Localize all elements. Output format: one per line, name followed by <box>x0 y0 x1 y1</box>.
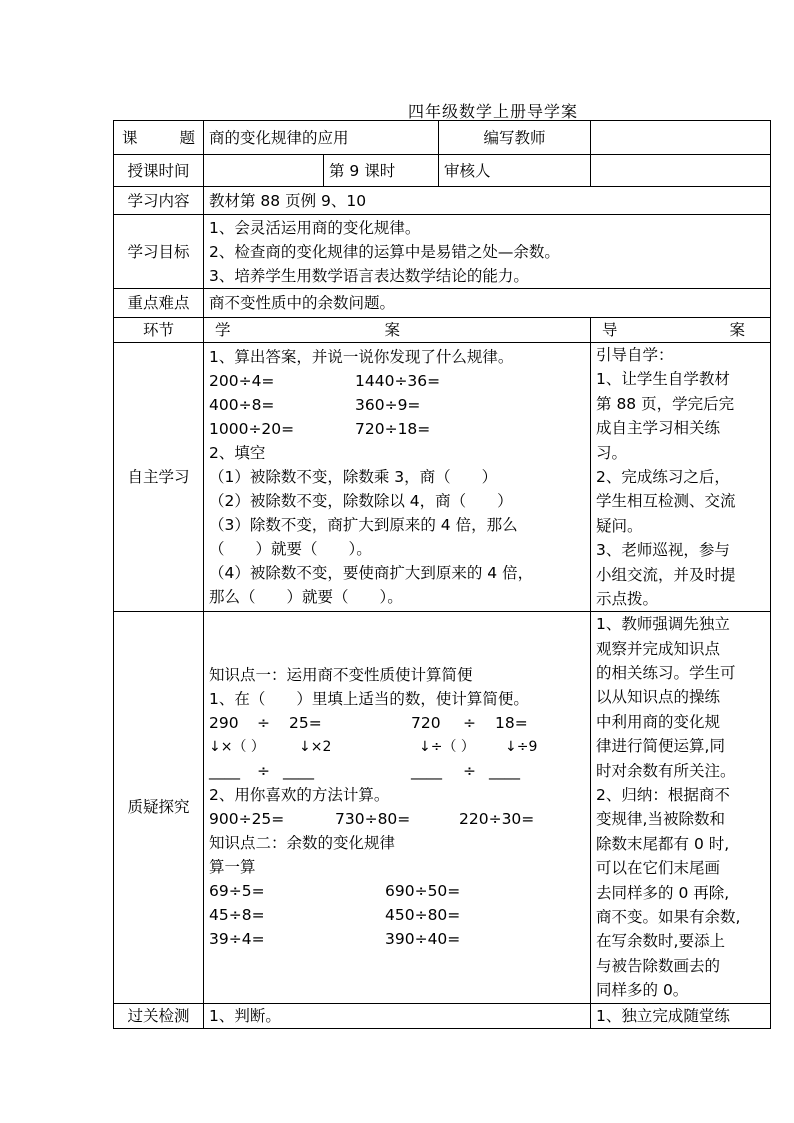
content-label: 学习内容 <box>114 187 204 215</box>
guide-line: 示点拨。 <box>596 589 659 608</box>
knowledge-point-1: 知识点一：运用商不变性质使计算简便 <box>209 666 473 685</box>
q2-item: （1）被除数不变，除数乘 3，商（ ） <box>209 468 498 487</box>
key-label: 重点难点 <box>114 289 204 318</box>
calc-expr: 69÷5= <box>209 882 265 901</box>
q1-title: 1、算出答案，并说一说你发现了什么规律。 <box>209 348 514 367</box>
guide-line: 成自主学习相关练 <box>596 419 721 438</box>
guide-line: 3、老师巡视，参与 <box>596 541 730 560</box>
guide-line: 变规律,当被除数和 <box>596 810 725 829</box>
goal-line: 3、培养学生用数学语言表达数学结论的能力。 <box>209 266 529 285</box>
guide-line: 与被告除数画去的 <box>596 956 721 975</box>
div-sign: ÷ <box>257 762 270 781</box>
check-label: 过关检测 <box>114 1003 204 1028</box>
calc-expr: 45÷8= <box>209 906 265 925</box>
goal-line: 2、检查商的变化规律的运算中是易错之处—余数。 <box>209 242 560 261</box>
guide-line: 1、让学生自学教材 <box>596 370 730 389</box>
inquiry-label: 质疑探究 <box>114 612 204 1003</box>
period: 第 9 课时 <box>324 155 439 187</box>
calc-expr: 390÷40= <box>385 930 461 949</box>
simplify-blank-row <box>209 759 585 783</box>
divisor: 25= <box>289 714 322 733</box>
key-value: 商不变性质中的余数问题。 <box>204 289 771 318</box>
answer-blank: ____ <box>283 762 314 781</box>
section-label: 环节 <box>114 318 204 343</box>
q1-row <box>209 393 585 417</box>
row-inquiry <box>114 612 771 1003</box>
self-study-student <box>204 343 591 612</box>
row-section-header <box>114 318 771 343</box>
q2-expr-row <box>209 807 585 831</box>
guide-line: 中利用商的变化规 <box>596 712 721 731</box>
dividend: 720 <box>411 714 441 733</box>
guide-line: 引导自学： <box>596 346 674 364</box>
guide-col-char-2: 案 <box>729 321 746 339</box>
row-topic <box>114 121 771 155</box>
inquiry-q1: 1、在（ ）里填上适当的数，使计算简便。 <box>209 690 529 709</box>
content-value: 教材第 88 页例 9、10 <box>204 187 771 215</box>
topic-label <box>114 121 204 155</box>
answer-blank: ____ <box>411 762 442 781</box>
check-student: 1、判断。 <box>204 1003 591 1028</box>
answer-blank: ____ <box>489 762 520 781</box>
q1-row <box>209 369 585 393</box>
answer-blank: ____ <box>209 762 240 781</box>
goal-line: 1、会灵活运用商的变化规律。 <box>209 218 421 237</box>
row-check <box>114 1003 771 1028</box>
calc-expr: 690÷50= <box>385 882 461 901</box>
guide-line: 第 88 页，学完后完 <box>596 394 735 413</box>
guide-col-char-1: 导 <box>602 321 618 339</box>
div-sign: ÷ <box>463 762 476 781</box>
divisor: 18= <box>495 714 528 733</box>
student-col-char-2: 案 <box>384 321 401 339</box>
topic-label-char-1: 课 <box>122 128 138 147</box>
goals-label: 学习目标 <box>114 215 204 289</box>
q1-expr: 400÷8= <box>209 396 275 415</box>
lesson-plan-table <box>113 120 771 1029</box>
knowledge-point-2: 知识点二：余数的变化规律 <box>209 834 396 853</box>
calc-expr: 450÷80= <box>385 906 461 925</box>
guide-line: 以从知识点的操练 <box>596 688 721 707</box>
calc-expr: 39÷4= <box>209 930 265 949</box>
guide-line: 2、完成练习之后， <box>596 467 730 486</box>
guide-line: 在写余数时,要添上 <box>596 932 725 951</box>
guide-line: 商不变。如果有余数, <box>596 907 741 926</box>
document-title: 四年级数学上册导学案 <box>408 102 579 121</box>
time-value <box>204 155 324 187</box>
guide-line: 的相关练习。学生可 <box>596 664 736 683</box>
guide-col-header <box>591 318 771 343</box>
operation-hint: ↓÷9 <box>505 739 538 756</box>
check-guide: 1、独立完成随堂练 <box>591 1003 771 1028</box>
inquiry-q2: 2、用你喜欢的方法计算。 <box>209 786 390 805</box>
simplify-expr-row <box>209 711 585 735</box>
q1-expr: 200÷4= <box>209 372 275 391</box>
row-self-study <box>114 343 771 612</box>
operation-hint: ↓×2 <box>299 739 332 756</box>
row-key <box>114 289 771 318</box>
guide-line: 观察并完成知识点 <box>596 639 721 658</box>
time-label: 授课时间 <box>114 155 204 187</box>
guide-line: 疑问。 <box>596 516 643 535</box>
calc-expr: 730÷80= <box>335 810 411 829</box>
simplify-ops-row <box>209 735 585 759</box>
teacher-label: 编写教师 <box>439 121 591 155</box>
row-time <box>114 155 771 187</box>
goals-cell <box>204 215 771 289</box>
inquiry-guide <box>591 612 771 1003</box>
div-sign: ÷ <box>257 714 270 733</box>
guide-line: 律进行简便运算,同 <box>596 737 725 756</box>
guide-line: 习。 <box>596 443 628 462</box>
q1-expr: 1000÷20= <box>209 420 295 439</box>
operation-hint: ↓×（ ） <box>209 739 265 756</box>
calc-expr: 220÷30= <box>459 810 535 829</box>
q1-expr: 720÷18= <box>355 420 431 439</box>
guide-line: 2、归纳：根据商不 <box>596 786 730 805</box>
q2-item: （4）被除数不变，要使商扩大到原来的 4 倍， <box>209 564 534 583</box>
guide-line: 时对余数有所关注。 <box>596 761 736 780</box>
q1-row <box>209 417 585 441</box>
self-study-guide <box>591 343 771 612</box>
guide-line: 学生相互检测、交流 <box>596 492 736 511</box>
calc-expr: 900÷25= <box>209 810 285 829</box>
row-goals <box>114 215 771 289</box>
q2-title: 2、填空 <box>209 444 266 463</box>
guide-line: 去同样多的 0 再除, <box>596 883 730 902</box>
q1-expr: 1440÷36= <box>355 372 441 391</box>
teacher-value <box>591 121 771 155</box>
guide-line: 1、教师强调先独立 <box>596 615 730 634</box>
operation-hint: ↓÷（ ） <box>419 739 475 756</box>
q2-item: 那么（ ）就要（ ）。 <box>209 588 403 607</box>
calc-row <box>209 879 585 903</box>
guide-line: 同样多的 0。 <box>596 981 689 1000</box>
reviewer-label: 审核人 <box>439 155 591 187</box>
student-col-char-1: 学 <box>215 321 231 339</box>
q2-item: （2）被除数不变，除数除以 4，商（ ） <box>209 492 513 511</box>
div-sign: ÷ <box>463 714 476 733</box>
topic-label-char-2: 题 <box>179 128 195 147</box>
q2-item: （ ）就要（ ）。 <box>209 540 372 559</box>
guide-line: 除数末尾都有 0 时, <box>596 834 730 853</box>
calc-title: 算一算 <box>209 858 256 877</box>
guide-line: 小组交流，并及时提 <box>596 565 736 584</box>
q1-expr: 360÷9= <box>355 396 421 415</box>
reviewer-value <box>591 155 771 187</box>
self-study-label: 自主学习 <box>114 343 204 612</box>
row-content <box>114 187 771 215</box>
topic-value: 商的变化规律的应用 <box>204 121 439 155</box>
calc-row <box>209 927 585 951</box>
inquiry-student <box>204 612 591 1003</box>
dividend: 290 <box>209 714 239 733</box>
q2-item: （3）除数不变，商扩大到原来的 4 倍，那么 <box>209 516 518 535</box>
calc-row <box>209 903 585 927</box>
student-col-header <box>204 318 591 343</box>
guide-line: 可以在它们末尾画 <box>596 859 721 878</box>
